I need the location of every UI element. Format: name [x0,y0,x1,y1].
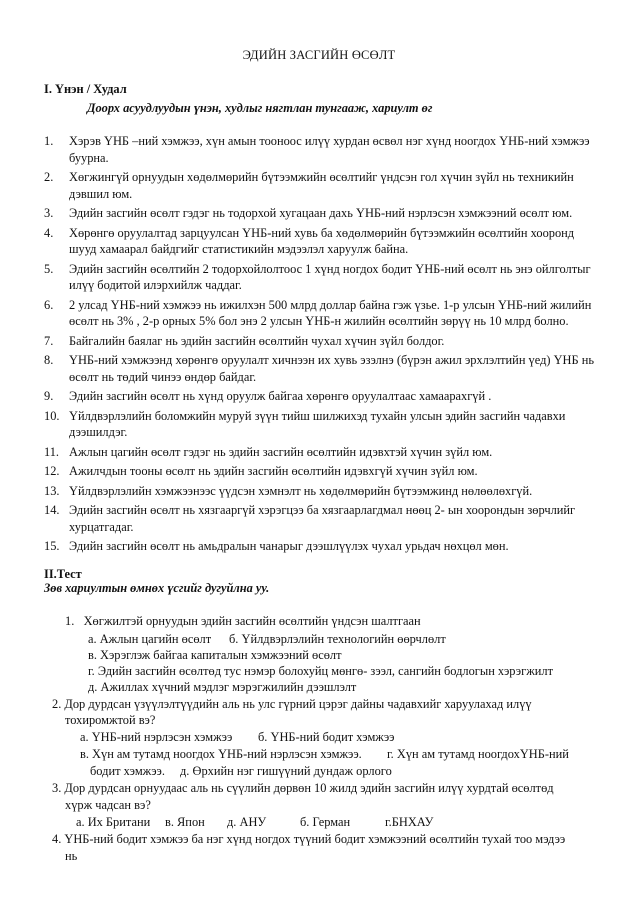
q2-option-a: а. ҮНБ-ний нэрлэсэн хэмжээ [80,730,233,744]
q2-option-b: б. ҮНБ-ний бодит хэмжээ [258,730,395,744]
question-text-line-2: нь [65,849,78,863]
statement-text: Эдийн засгийн өсөлт нь хязгааргүй хэрэгцээ ба хязгаарлагдмал нөөц 2- ын хоорондын зөрчлийг хурцатгадаг. [69,503,576,534]
statement-item [44,352,604,385]
q1-option-v: в. Хэрэглэж байгаа капиталын хэмжээний өсөлт [88,648,342,662]
statement-number: 7. [44,333,54,348]
q3-option-b: в. Япон [165,815,205,829]
statement-text: Эдийн засгийн өсөлтийн 2 тодорхойлолтоос 1 хүнд ногдох бодит ҮНБ-ний өсөлт нь энэ ойлголтыг илүү бодитой илэрхийлж чаддаг. [69,261,591,292]
question-text: Хөгжилтэй орнуудын эдийн засгийн өсөлтийн үндсэн шалтгаан [83,614,421,628]
statement-item [44,444,604,461]
statement-text: Ажлын цагийн өсөлт гэдэг нь эдийн засгийн өсөлтийн идэвхтэй хүчин зүйл юм. [69,444,493,459]
section-2-instruction: Зөв хариултын өмнөх үсгийг дугуйлна уу. [44,581,270,595]
section-1-heading: I. Үнэн / Худал [44,82,127,96]
question-1 [65,613,421,630]
question-number: 1. [65,614,75,628]
q1-option-d: д. Ажиллах хүчний мэдлэг мэрэгжилийн дээшлэлт [88,680,357,694]
statement-text: 2 улсад ҮНБ-ний хэмжээ нь ижилхэн 500 млрд доллар байна гэж үзье. 1-р улсын ҮНБ-ний жилийн өсөлт нь 3% , 2-р орных 5% бол энэ 2 улсын ҮНБ-н жилийн өсөлтийн зөрүү нь 10 млрд болно. [69,297,592,328]
statement-item [44,169,604,202]
question-text-line-1: ҮНБ-ний бодит хэмжээ ба нэг хүнд ногдох түүний бодит хэмжээний өсөлтийн тухай тоо мэдээ [64,832,566,846]
statement-text: Хэрэв ҮНБ –ний хэмжээ, хүн амын тооноос илүү хурдан өсвөл нэг хүнд ноогдох ҮНБ-ний хэмжээ буурна. [69,134,590,165]
q2-option-v: в. Хүн ам тутамд ноогдох ҮНБ-ний нэрлэсэн хэмжээ. [80,747,362,761]
statement-item [44,463,604,480]
question-number: 3. [52,781,62,795]
question-text-line-1: Дор дурдсан орнуудаас аль нь сүүлийн дөрвөн 10 жилд эдийн засгийн илүү хурдтай өсөлтөд [64,781,554,795]
question-4 [52,831,565,848]
section-2-heading: II.Тест [44,567,82,581]
statement-text: Эдийн засгийн өсөлт нь амьдралын чанарыг дээшлүүлэх чухал урьдач нөхцөл мөн. [69,539,509,553]
statement-item [44,333,604,350]
statement-item [44,483,604,500]
question-text-line-2: тохиромжтой вэ? [65,713,156,727]
statement-number: 1. [44,134,54,148]
statement-text: Эдийн засгийн өсөлт нь хүнд оруулж байгаа хөрөнгө оруулалтаас хамаарахгүй . [69,389,492,403]
question-number: 4. [52,832,62,846]
question-text-line-1: Дор дурдсан үзүүлэлтүүдийн аль нь улс гүрний цэрэг дайны чадавхийг харуулахад илүү [64,697,532,711]
statement-number: 2. [44,170,54,184]
statement-number: 5. [44,261,54,276]
statement-text: Эдийн засгийн өсөлт гэдэг нь тодорхой хугацаан дахь ҮНБ-ний нэрлэсэн хэмжээний өсөлт юм. [69,206,573,220]
q2-option-g-continued: бодит хэмжээ. [90,764,165,778]
statement-number: 9. [44,389,54,403]
page-title: ЭДИЙН ЗАСГИЙН ӨСӨЛТ [242,48,396,62]
statement-number: 15. [44,539,60,553]
question-text-line-2: хүрж чадсан вэ? [65,798,151,812]
question-number: 2. [52,697,62,711]
statement-text: ҮНБ-ний хэмжээнд хөрөнгө оруулалт хичнээн их хувь эзэлнэ (бүрэн ажил эрхлэлтийн үед) ҮНБ нь өсөлт нь төдий чинээ өндөр байдаг. [69,353,594,384]
statement-number: 4. [44,225,54,240]
statement-number: 11. [44,444,60,459]
statement-item [44,261,604,294]
statement-number: 14. [44,503,60,517]
q3-option-g: б. Герман [300,815,351,829]
statement-text: Хөрөнгө оруулалтад зарцуулсан ҮНБ-ний хувь ба хөдөлмөрийн бүтээмжийн өсөлтийн хооронд шууд хамаарал байдгийг статистикийн мэдээлэл харуулж байна. [69,225,575,256]
q1-option-g: г. Эдийн засгийн өсөлтөд тус нэмэр болохуйц мөнгө- зээл, сангийн бодлогын хэрэгжилт [88,664,553,678]
statement-item [44,538,604,555]
statement-item [44,133,604,166]
true-false-list [44,133,604,558]
statement-text: Үйлдвэрлэлийн боломжийн муруй зүүн тийш шилжихэд тухайн улсын эдийн засгийн чадавхи дээшилдэг. [69,408,566,439]
statement-number: 12. [44,464,60,478]
q3-option-d: г.БНХАУ [385,815,434,829]
q3-option-a: а. Их Британи [76,815,151,829]
statement-number: 13. [44,483,60,498]
q2-option-g: г. Хүн ам тутамд ноогдохҮНБ-ний [387,747,569,761]
statement-number: 8. [44,353,54,367]
statement-item [44,225,604,258]
question-3 [52,780,554,797]
q2-option-d: д. Өрхийн нэг гишүүний дундаж орлого [180,764,392,778]
statement-item [44,388,604,405]
statement-number: 3. [44,206,54,220]
q1-option-a: а. Ажлын цагийн өсөлт [88,632,212,646]
q3-option-v: д. АНУ [227,815,267,829]
q1-option-b: б. Үйлдвэрлэлийн технологийн өөрчлөлт [229,632,446,646]
statement-text: Үйлдвэрлэлийн хэмжээнээс үүдсэн хэмнэлт нь хөдөлмөрийн бүтээмжинд нөлөөлөхгүй. [69,483,533,498]
question-2 [52,696,532,713]
statement-number: 6. [44,297,54,312]
statement-text: Ажилчдын тооны өсөлт нь эдийн засгийн өсөлтийн идэвхгүй хүчин зүйл юм. [69,464,478,478]
statement-text: Хөгжингүй орнуудын хөдөлмөрийн бүтээмжийн өсөлтийг үндсэн гол хүчин зүйл нь техникийн дэвшил юм. [69,170,574,201]
statement-item [44,297,604,330]
statement-number: 10. [44,408,60,423]
statement-item [44,408,604,441]
statement-item [44,205,604,222]
statement-text: Байгалийн баялаг нь эдийн засгийн өсөлтийн чухал хүчин зүйл болдог. [69,333,445,348]
statement-item [44,502,604,535]
section-1-instruction: Доорх асуудлуудын үнэн, худлыг нягтлан тунгааж, хариулт өг [87,101,433,115]
